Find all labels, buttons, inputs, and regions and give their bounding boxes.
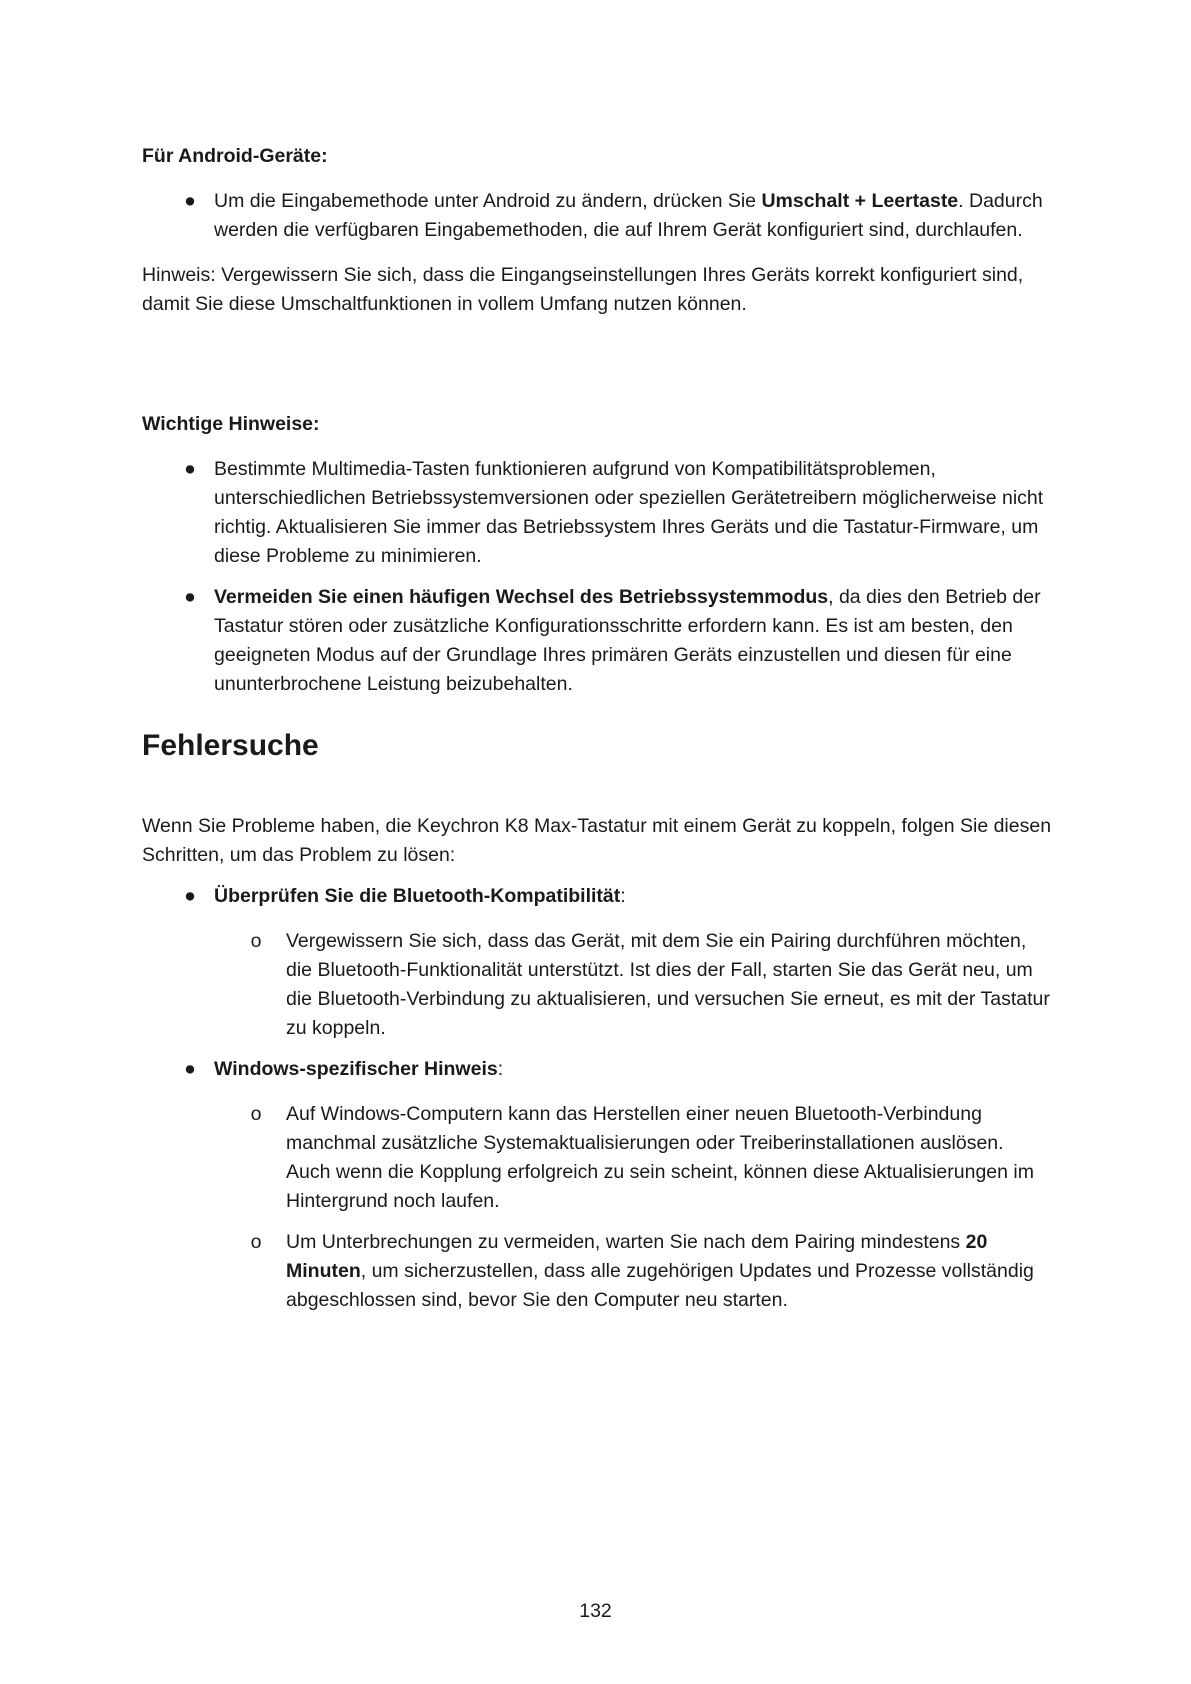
sub-list-item: o Vergewissern Sie sich, dass das Gerät, mit dem Sie ein Pairing durchführen möchten, die Bluetooth-Funktionalität unterstützt. Ist dies der Fall, starten Sie das Gerät neu, um die Bluetooth-Verbindung zu aktualisieren, und versuchen Sie erneut, es mit der Tastatur zu koppeln. <box>142 927 1052 1043</box>
sub-bullet-icon: o <box>250 1103 262 1125</box>
page-number: 132 <box>579 1600 612 1622</box>
bullet-icon: ● <box>184 458 196 480</box>
troubleshooting-section <box>142 728 1052 764</box>
sub-list-item: o Um Unterbrechungen zu vermeiden, warten Sie nach dem Pairing mindestens 20 Minuten, um sicherzustellen, dass alle zugehörigen Updates und Prozesse vollständig abgeschlossen sind, bevor Sie den Computer neu starten. <box>142 1228 1052 1315</box>
sub-list-item: o Auf Windows-Computern kann das Herstellen einer neuen Bluetooth-Verbindung manchmal zusätzliche Systemaktualisierungen oder Treiberinstallationen auslösen. Auch wenn die Kopplung erfolgreich zu sein scheint, können diese Aktualisierungen im Hintergrund noch laufen. <box>142 1100 1052 1216</box>
list-item: ● Vermeiden Sie einen häufigen Wechsel des Betriebssystemmodus, da dies den Betrieb der Tastatur stören oder zusätzliche Konfigurationsschritte erfordern kann. Es ist am besten, den geeigneten Modus auf der Grundlage Ihres primären Geräts einzustellen und diesen für eine ununterbrochene Leistung beizubehalten. <box>142 583 1052 699</box>
bullet-icon: ● <box>184 190 196 212</box>
android-section <box>142 142 1052 319</box>
android-note: Hinweis: Vergewissern Sie sich, dass die Eingangseinstellungen Ihres Geräts korrekt konfiguriert sind, damit Sie diese Umschaltfunktionen in vollem Umfang nutzen können. <box>142 264 1024 315</box>
android-heading: Für Android-Geräte: <box>142 145 328 167</box>
list-item: ● Überprüfen Sie die Bluetooth-Kompatibilität: <box>142 882 1052 911</box>
important-section <box>142 410 1052 699</box>
list-item: ● Um die Eingabemethode unter Android zu ändern, drücken Sie Umschalt + Leertaste. Dadurch werden die verfügbaren Eingabemethoden, die auf Ihrem Gerät konfiguriert sind, durchlaufen. <box>142 187 1052 245</box>
list-item: ● Windows-spezifischer Hinweis: <box>142 1055 1052 1084</box>
troubleshooting-body <box>142 812 1052 1315</box>
sub-bullet-icon: o <box>250 1231 262 1253</box>
shortcut-text: Umschalt + Leertaste <box>761 190 959 212</box>
section-title: Fehlersuche <box>142 729 319 762</box>
important-heading: Wichtige Hinweise: <box>142 413 320 435</box>
bullet-icon: ● <box>184 586 196 608</box>
troubleshooting-intro: Wenn Sie Probleme haben, die Keychron K8 Max-Tastatur mit einem Gerät zu koppeln, folgen Sie diesen Schritten, um das Problem zu lösen: <box>142 815 1052 866</box>
list-item: ● Bestimmte Multimedia-Tasten funktionieren aufgrund von Kompatibilitätsproblemen, unterschiedlichen Betriebssystemversionen oder speziellen Gerätetreibern möglicherweise nicht richtig. Aktualisieren Sie immer das Betriebssystem Ihres Geräts und die Tastatur-Firmware, um diese Probleme zu minimieren. <box>142 455 1052 571</box>
bullet-icon: ● <box>184 1058 196 1080</box>
sub-bullet-icon: o <box>250 930 262 952</box>
bullet-icon: ● <box>184 885 196 907</box>
